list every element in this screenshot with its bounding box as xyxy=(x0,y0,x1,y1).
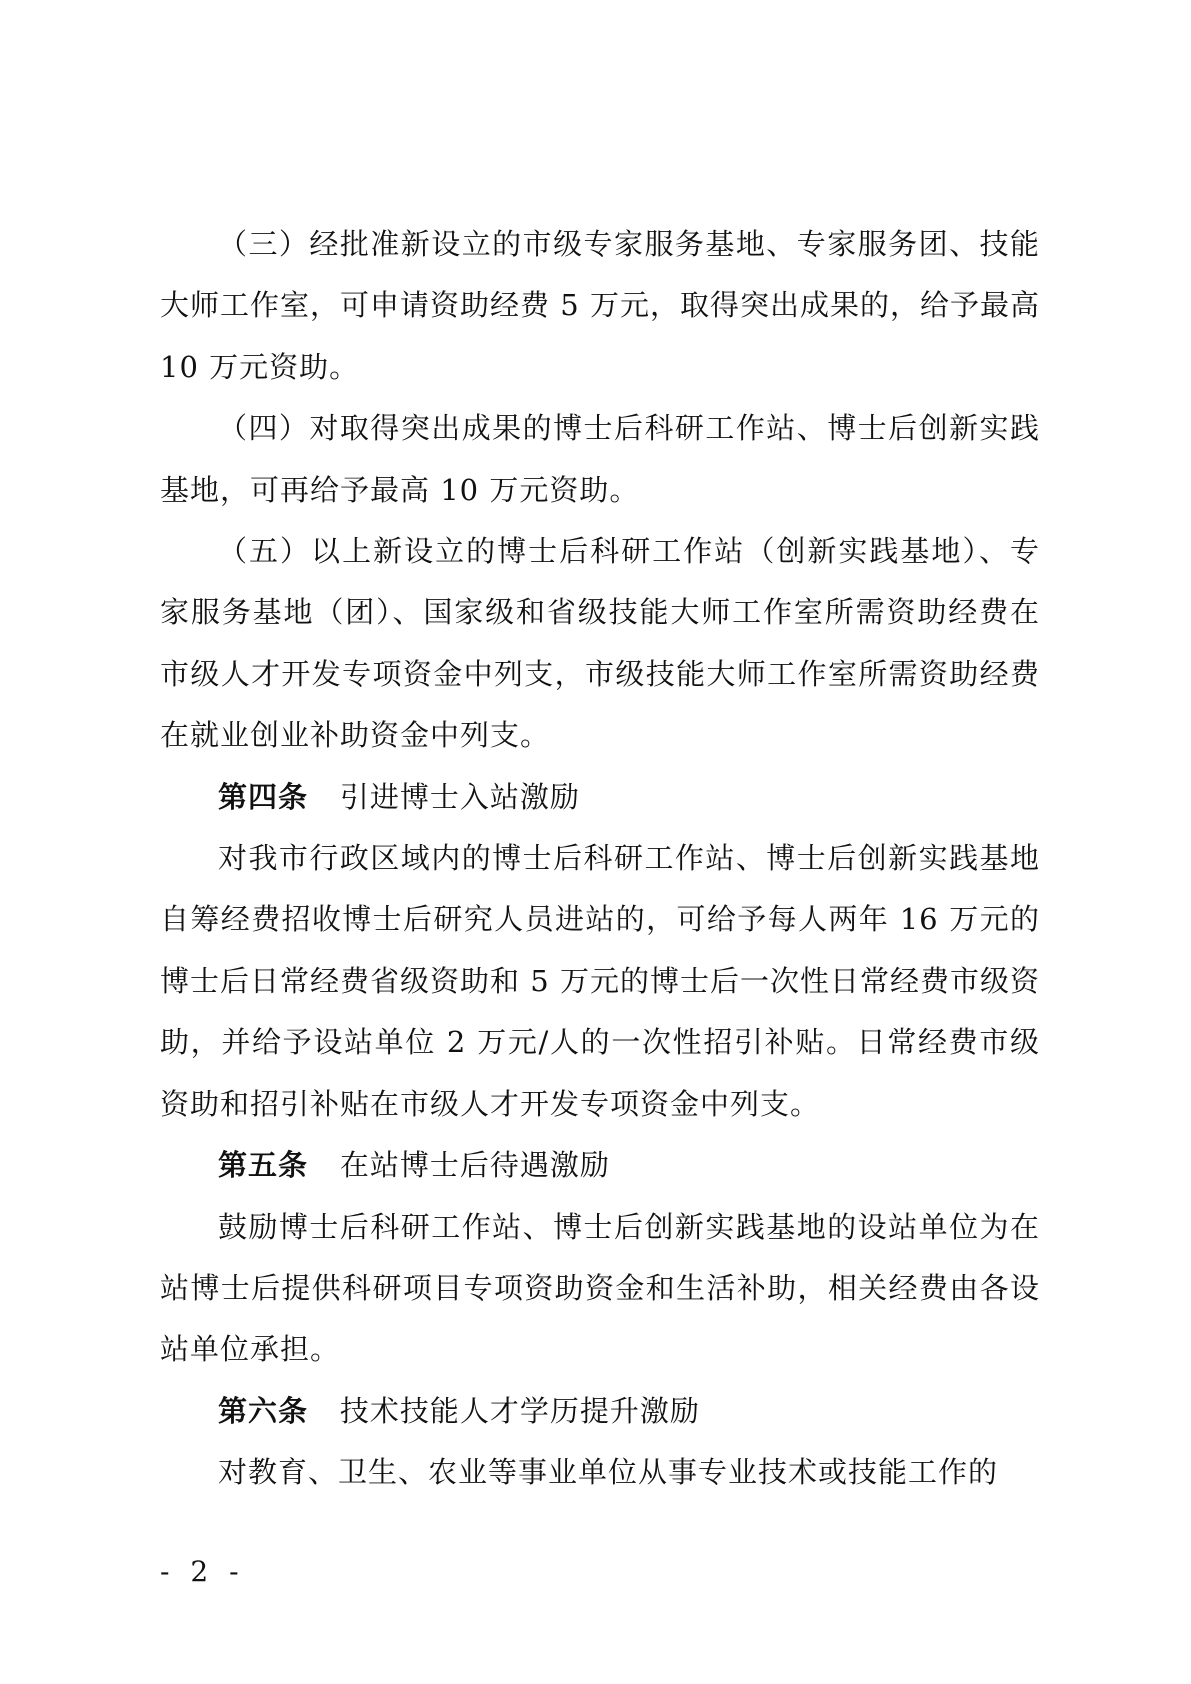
paragraph-item-5: （五）以上新设立的博士后科研工作站（创新实践基地）、专家服务基地（团）、国家级和省级技能大师工作室所需资助经费在市级人才开发专项资金中列支，市级技能大师工作室所需资助经费在就业创业补助资金中列支。 xyxy=(160,534,1040,753)
article-6-number: 第六条 xyxy=(218,1393,309,1428)
article-4-title: 引进博士入站激励 xyxy=(339,779,580,814)
article-4-number: 第四条 xyxy=(218,779,309,814)
article-6-title: 技术技能人才学历提升激励 xyxy=(339,1393,700,1428)
paragraph-item-3: （三）经批准新设立的市级专家服务基地、专家服务团、技能大师工作室，可申请资助经费 5 万元，取得突出成果的，给予最高 10 万元资助。 xyxy=(160,227,1040,384)
document-body xyxy=(160,214,1040,1504)
article-4-heading xyxy=(160,767,1040,828)
article-5-body: 鼓励博士后科研工作站、博士后创新实践基地的设站单位为在站博士后提供科研项目专项资助资金和生活补助，相关经费由各设站单位承担。 xyxy=(160,1209,1040,1367)
article-5-title: 在站博士后待遇激励 xyxy=(339,1148,610,1183)
paragraph-item-4: （四）对取得突出成果的博士后科研工作站、博士后创新实践基地，可再给予最高 10 万元资助。 xyxy=(160,411,1040,507)
article-6-body: 对教育、卫生、农业等事业单位从事专业技术或技能工作的 xyxy=(218,1455,999,1490)
article-5-number: 第五条 xyxy=(218,1148,309,1183)
article-6-heading xyxy=(160,1381,1040,1442)
article-4-body: 对我市行政区域内的博士后科研工作站、博士后创新实践基地自筹经费招收博士后研究人员进站的，可给予每人两年 16 万元的博士后日常经费省级资助和 5 万元的博士后一次性日常经费市级资助，并给予设站单位 2 万元/人的一次性招引补贴。日常经费市级资助和招引补贴在市级人才开发专项资金中列支。 xyxy=(160,841,1040,1121)
page-number: - 2 - xyxy=(160,1555,245,1588)
article-5-heading xyxy=(160,1135,1040,1196)
